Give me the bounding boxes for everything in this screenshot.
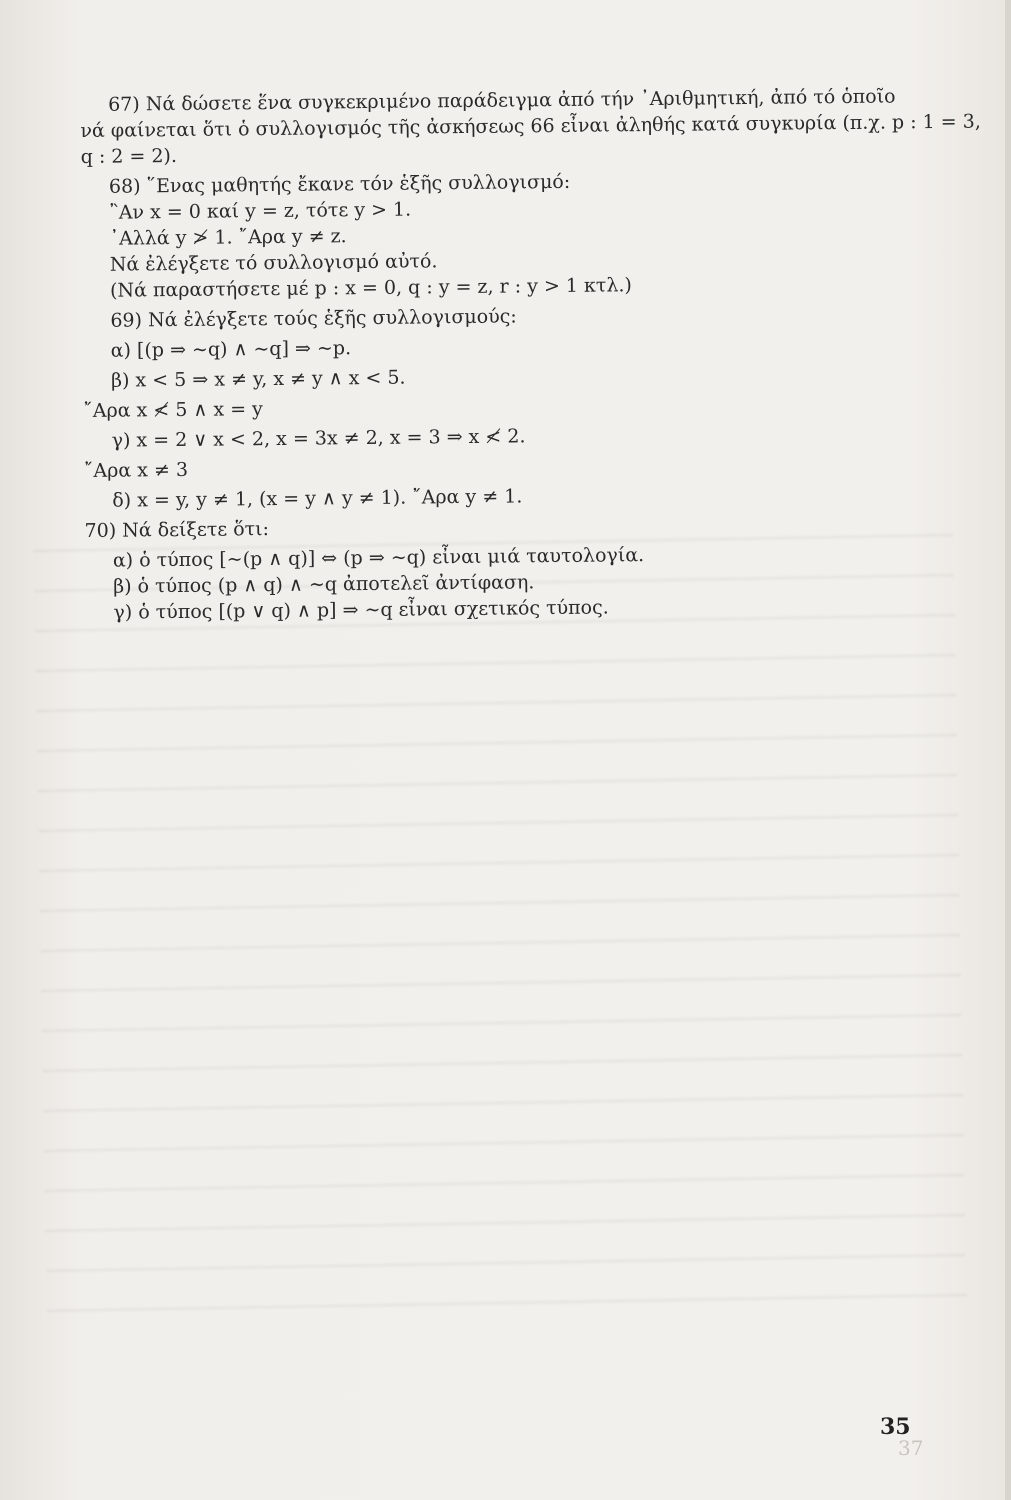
exercise-69-heading: 69) Νά ἐλέγξετε τούς ἑξῆς συλλογισμούς: [110, 305, 517, 332]
page-edge [1005, 0, 1011, 1500]
exercise-68-heading: 68) ῞Ενας μαθητής ἔκανε τόν ἑξῆς συλλογισμό: [108, 170, 571, 198]
exercise-70-item-b: β) ὁ τύπος (p ∧ q) ∧ ~q ἀποτελεῖ ἀντίφαση. [113, 571, 535, 598]
exercise-68-line-4: (Νά παραστήσετε μέ p : x = 0, q : y = z, r : y > 1 κτλ.) [109, 274, 632, 302]
exercise-69-item-d: δ) x = y, y ≠ 1, (x = y ∧ y ≠ 1). ῎Αρα y ≠ 1. [112, 485, 523, 512]
show-through-page-number: 37 [898, 1436, 924, 1460]
exercise-67-line-3: q : 2 = 2). [80, 144, 178, 168]
show-through-text [33, 512, 967, 1328]
exercise-68-line-2: ᾿Αλλά y ≯ 1. ῎Αρα y ≠ z. [109, 225, 347, 250]
exercise-69-item-a: α) [(p ⇒ ~q) ∧ ~q] ⇒ ~p. [110, 337, 352, 362]
page-number: 35 [880, 1414, 911, 1440]
exercise-67-line-1: 67) Νά δώσετε ἕνα συγκεκριμένο παράδειγμα ἀπό τήν ᾿Αριθμητική, ἀπό τό ὁποῖο [108, 85, 896, 116]
exercise-67-line-2: νά φαίνεται ὅτι ὁ συλλογισμός τῆς ἀσκήσεως 66 εἶναι ἀληθής κατά συγκυρία (π.χ. p : 1 = 3, [80, 110, 981, 142]
exercise-69-item-b-conclusion: ῎Αρα x ≮ 5 ∧ x = y [83, 398, 263, 422]
exercise-69-item-c: γ) x = 2 ∨ x < 2, x = 3x ≠ 2, x = 3 ⇒ x ≮ 2. [111, 425, 526, 452]
exercise-69-item-c-conclusion: ῎Αρα x ≠ 3 [83, 458, 189, 482]
exercise-text [80, 83, 981, 626]
exercise-70-item-a: α) ὁ τύπος [~(p ∧ q)] ⇔ (p ⇒ ~q) εἶναι μιά ταυτολογία. [112, 544, 645, 572]
exercise-68-line-3: Νά ἐλέγξετε τό συλλογισμό αὐτό. [109, 250, 438, 276]
exercise-70-heading: 70) Νά δείξετε ὅτι: [84, 518, 270, 542]
exercise-68-line-1: ῍Αν x = 0 καί y = z, τότε y > 1. [109, 198, 412, 224]
exercise-69-item-b: β) x < 5 ⇒ x ≠ y, x ≠ y ∧ x < 5. [110, 366, 406, 392]
exercise-70-item-c: γ) ὁ τύπος [(p ∨ q) ∧ p] ⇒ ~q εἶναι σχετικός τύπος. [113, 596, 609, 624]
